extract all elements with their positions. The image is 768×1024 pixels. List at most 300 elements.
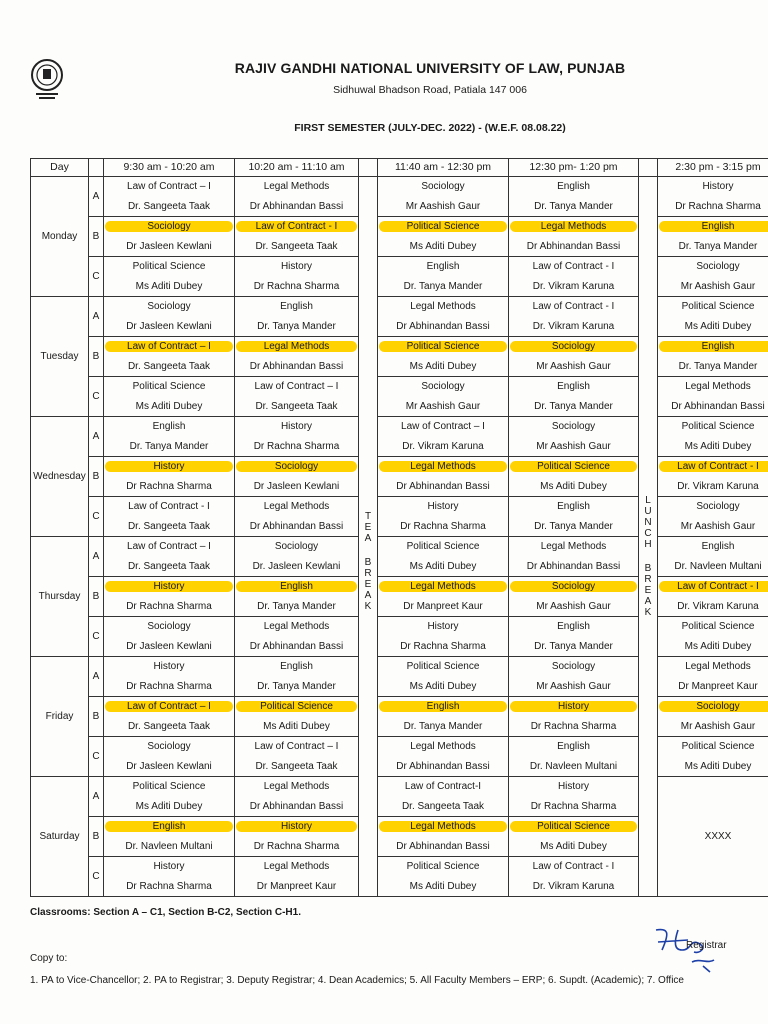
subject: Sociology — [147, 741, 191, 752]
class-cell — [104, 577, 235, 617]
subject: Law of Contract - I — [532, 261, 615, 272]
class-cell — [509, 257, 639, 297]
lunch-break-letter: U — [644, 505, 652, 517]
subject: Sociology — [105, 221, 233, 232]
class-cell — [658, 577, 768, 617]
class-cell — [658, 697, 768, 737]
tea-break-letter: B — [364, 557, 372, 569]
subject: Sociology — [236, 461, 357, 472]
subject: Political Science — [681, 421, 755, 432]
class-cell — [378, 617, 509, 657]
subject: Legal Methods — [410, 741, 476, 752]
tea-break-letter: K — [364, 601, 372, 613]
lunch-break-letter: R — [644, 574, 652, 586]
tea-break-header — [359, 159, 378, 177]
class-cell — [509, 337, 639, 377]
subject: Legal Methods — [379, 461, 507, 472]
class-cell — [378, 537, 509, 577]
teacher: Dr Rachna Sharma — [253, 441, 340, 452]
lunch-break-letter: C — [644, 527, 652, 539]
subject: Political Science — [379, 341, 507, 352]
teacher: Ms Aditi Dubey — [409, 561, 477, 572]
class-cell — [658, 377, 768, 417]
class-cell — [658, 617, 768, 657]
slot-header: 2:30 pm - 3:15 pm — [658, 159, 768, 177]
lunch-break-column — [639, 177, 658, 897]
teacher: Dr Rachna Sharma — [126, 601, 212, 612]
table-row — [31, 177, 768, 217]
tea-break-letter: A — [364, 590, 372, 602]
subject: History — [280, 421, 313, 432]
teacher: Dr. Tanya Mander — [534, 641, 613, 652]
class-cell — [104, 337, 235, 377]
class-cell — [104, 217, 235, 257]
teacher: Mr Aashish Gaur — [680, 721, 756, 732]
subject: Legal Methods — [236, 341, 357, 352]
teacher: Dr. Tanya Mander — [678, 241, 758, 252]
teacher: Dr. Vikram Karuna — [402, 441, 484, 452]
class-cell — [235, 337, 359, 377]
class-cell — [509, 777, 639, 817]
section-label: C — [89, 257, 104, 297]
table-row — [31, 777, 768, 817]
subject: Legal Methods — [379, 581, 507, 592]
class-cell — [104, 497, 235, 537]
subject: Legal Methods — [410, 301, 476, 312]
class-cell — [104, 537, 235, 577]
class-cell — [378, 817, 509, 857]
section-label: A — [89, 177, 104, 217]
tea-break-letter — [359, 544, 377, 558]
teacher: Dr Abhinandan Bassi — [396, 481, 490, 492]
lunch-break-letter: B — [644, 563, 652, 575]
teacher: Dr Abhinandan Bassi — [249, 521, 344, 532]
teacher: Dr. Sangeeta Taak — [127, 361, 211, 372]
class-cell — [104, 857, 235, 897]
subject: Law of Contract - I — [236, 221, 357, 232]
class-cell — [235, 697, 359, 737]
teacher: Ms Aditi Dubey — [409, 361, 477, 372]
tea-break-column — [359, 177, 378, 897]
teacher: Dr Abhinandan Bassi — [396, 841, 490, 852]
teacher: Dr. Navleen Multani — [674, 561, 762, 572]
teacher: Dr Abhinandan Bassi — [671, 401, 765, 412]
teacher: Ms Aditi Dubey — [409, 881, 477, 892]
subject: History — [153, 661, 185, 672]
section-label: B — [89, 577, 104, 617]
teacher: Ms Aditi Dubey — [135, 801, 203, 812]
teacher: Ms Aditi Dubey — [684, 761, 752, 772]
class-cell — [509, 617, 639, 657]
class-cell — [104, 417, 235, 457]
day-label: Friday — [31, 657, 89, 777]
subject: Legal Methods — [263, 781, 330, 792]
subject: History — [702, 181, 734, 192]
day-label: Thursday — [31, 537, 89, 657]
subject: History — [105, 461, 233, 472]
subject: Law of Contract – I — [105, 341, 233, 352]
class-cell — [509, 537, 639, 577]
subject: Law of Contract - I — [659, 581, 768, 592]
subject: Political Science — [406, 661, 480, 672]
slot-header: 12:30 pm- 1:20 pm — [509, 159, 639, 177]
table-row — [31, 657, 768, 697]
class-cell — [235, 177, 359, 217]
table-row — [31, 417, 768, 457]
tea-break-letter: E — [364, 579, 372, 591]
section-label: A — [89, 777, 104, 817]
university-title: RAJIV GANDHI NATIONAL UNIVERSITY OF LAW, PUNJAB — [234, 60, 626, 76]
teacher: Dr. Tanya Mander — [534, 201, 613, 212]
teacher: Dr. Tanya Mander — [129, 441, 209, 452]
teacher: Dr. Vikram Karuna — [677, 601, 759, 612]
subject: English — [557, 181, 590, 192]
subject: English — [659, 341, 768, 352]
class-cell — [509, 417, 639, 457]
teacher: Dr. Tanya Mander — [678, 361, 758, 372]
table-row — [31, 577, 768, 617]
teacher: Dr. Vikram Karuna — [677, 481, 759, 492]
subject: Sociology — [274, 541, 319, 552]
class-cell — [509, 737, 639, 777]
subject: Legal Methods — [263, 861, 330, 872]
subject: Political Science — [132, 261, 206, 272]
subject: Political Science — [406, 861, 480, 872]
teacher: Ms Aditi Dubey — [409, 681, 477, 692]
subject: Legal Methods — [379, 821, 507, 832]
teacher: Dr. Sangeeta Taak — [255, 401, 338, 412]
lunch-break-letter: K — [644, 607, 652, 619]
subject: Law of Contract - I — [532, 861, 615, 872]
semester-title: FIRST SEMESTER (JULY-DEC. 2022) - (W.E.F. 08.08.22) — [294, 122, 566, 134]
lunch-break-letter: E — [644, 585, 652, 597]
teacher: Dr. Tanya Mander — [257, 601, 336, 612]
teacher: Dr Rachna Sharma — [126, 881, 212, 892]
class-cell — [104, 777, 235, 817]
tea-break-letter: R — [364, 568, 372, 580]
university-seal-logo — [30, 58, 64, 102]
class-cell — [658, 537, 768, 577]
teacher: Ms Aditi Dubey — [263, 721, 330, 732]
section-label: C — [89, 497, 104, 537]
teacher: Dr. Sangeeta Taak — [401, 801, 485, 812]
table-row — [31, 737, 768, 777]
day-label: Tuesday — [31, 297, 89, 417]
class-cell — [658, 217, 768, 257]
teacher: Ms Aditi Dubey — [135, 281, 203, 292]
table-row — [31, 217, 768, 257]
subject: Political Science — [681, 301, 755, 312]
teacher: Dr. Tanya Mander — [257, 321, 336, 332]
subject: Political Science — [510, 821, 637, 832]
tea-break-letter: T — [364, 510, 372, 522]
teacher: Ms Aditi Dubey — [684, 321, 752, 332]
subject: English — [426, 261, 460, 272]
subject: Sociology — [147, 621, 191, 632]
teacher: Dr. Tanya Mander — [257, 681, 336, 692]
subject: History — [153, 861, 185, 872]
subject: Legal Methods — [540, 541, 607, 552]
subject: Sociology — [696, 501, 740, 512]
subject: Political Science — [132, 381, 206, 392]
lunch-break-header — [639, 159, 658, 177]
class-cell — [509, 457, 639, 497]
teacher: Dr. Tanya Mander — [534, 401, 613, 412]
class-cell — [658, 657, 768, 697]
registrar-label: Registrar — [686, 940, 727, 951]
subject: Legal Methods — [685, 381, 751, 392]
day-label: Monday — [31, 177, 89, 297]
table-row — [31, 617, 768, 657]
class-cell — [235, 857, 359, 897]
subject: Sociology — [551, 421, 596, 432]
subject: Law of Contract – I — [105, 701, 233, 712]
day-label: Wednesday — [31, 417, 89, 537]
class-cell — [235, 377, 359, 417]
teacher: Dr Abhinandan Bassi — [249, 801, 344, 812]
teacher: Dr Manpreet Kaur — [403, 601, 483, 612]
subject: Political Science — [236, 701, 357, 712]
subject: English — [152, 421, 186, 432]
teacher: Dr Rachna Sharma — [253, 841, 340, 852]
class-cell — [235, 297, 359, 337]
class-cell — [509, 657, 639, 697]
teacher: Dr. Sangeeta Taak — [127, 521, 211, 532]
lunch-break-letter: N — [644, 516, 652, 528]
teacher: Mr Aashish Gaur — [405, 401, 481, 412]
subject: Political Science — [406, 541, 480, 552]
class-cell — [235, 617, 359, 657]
table-row — [31, 697, 768, 737]
class-cell — [509, 297, 639, 337]
subject: Law of Contract - I — [128, 501, 210, 512]
teacher: Dr Jasleen Kewlani — [253, 481, 340, 492]
class-cell — [235, 657, 359, 697]
lunch-break-letter: L — [645, 494, 651, 506]
teacher: Ms Aditi Dubey — [684, 441, 752, 452]
section-label: A — [89, 417, 104, 457]
class-cell — [378, 697, 509, 737]
teacher: Ms Aditi Dubey — [540, 481, 607, 492]
teacher: Dr. Sangeeta Taak — [255, 241, 338, 252]
class-cell — [509, 217, 639, 257]
subject: Political Science — [379, 221, 507, 232]
class-cell — [509, 697, 639, 737]
timetable-header-row — [31, 159, 768, 177]
class-cell — [378, 577, 509, 617]
subject: History — [105, 581, 233, 592]
section-label: A — [89, 537, 104, 577]
section-label: B — [89, 697, 104, 737]
class-cell — [235, 457, 359, 497]
teacher: Dr Rachna Sharma — [253, 281, 340, 292]
class-cell — [104, 177, 235, 217]
teacher: Dr. Tanya Mander — [403, 721, 483, 732]
subject: English — [379, 701, 507, 712]
teacher: Dr Rachna Sharma — [675, 201, 761, 212]
teacher: Dr. Vikram Karuna — [532, 281, 615, 292]
subject: History — [280, 261, 313, 272]
section-label: B — [89, 457, 104, 497]
teacher: Dr Abhinandan Bassi — [396, 761, 490, 772]
subject: Law of Contract – I — [254, 381, 339, 392]
class-cell — [658, 177, 768, 217]
teacher: Dr. Navleen Multani — [125, 841, 213, 852]
class-cell — [235, 417, 359, 457]
class-cell — [235, 217, 359, 257]
subject: English — [105, 821, 233, 832]
class-cell — [104, 817, 235, 857]
timetable — [30, 158, 768, 897]
class-cell — [509, 177, 639, 217]
class-cell — [658, 737, 768, 777]
copy-to-list: 1. PA to Vice-Chancellor; 2. PA to Registrar; 3. Deputy Registrar; 4. Dean Academics; 5. All Faculty Members – ERP; 6. Supdt. (Academic); 7. Office — [30, 975, 684, 986]
class-cell — [658, 257, 768, 297]
subject: English — [659, 221, 768, 232]
subject: English — [280, 301, 313, 312]
table-row — [31, 337, 768, 377]
subject: English — [280, 661, 313, 672]
class-cell — [235, 257, 359, 297]
class-cell — [658, 417, 768, 457]
teacher: Dr Abhinandan Bassi — [249, 201, 344, 212]
section-label: B — [89, 337, 104, 377]
subject: Law of Contract - I — [532, 301, 615, 312]
class-cell — [509, 377, 639, 417]
subject: English — [236, 581, 357, 592]
slot-header: 11:40 am - 12:30 pm — [378, 159, 509, 177]
class-cell — [509, 497, 639, 537]
class-cell — [658, 297, 768, 337]
section-label: C — [89, 857, 104, 897]
tea-break-letter: E — [364, 521, 372, 533]
teacher: Dr. Tanya Mander — [403, 281, 483, 292]
teacher: Dr Rachna Sharma — [400, 521, 486, 532]
teacher: Dr Jasleen Kewlani — [126, 241, 212, 252]
subject: Legal Methods — [263, 181, 330, 192]
table-row — [31, 497, 768, 537]
lunch-break-letter — [639, 550, 657, 564]
class-cell — [378, 297, 509, 337]
class-cell — [378, 497, 509, 537]
class-cell — [104, 617, 235, 657]
class-cell — [104, 377, 235, 417]
teacher: Dr. Sangeeta Taak — [255, 761, 338, 772]
teacher: Dr. Jasleen Kewlani — [252, 561, 341, 572]
subject: Sociology — [510, 341, 637, 352]
teacher: Dr. Vikram Karuna — [532, 881, 615, 892]
subject: Political Science — [510, 461, 637, 472]
subject: Sociology — [421, 181, 465, 192]
day-label: Saturday — [31, 777, 89, 897]
class-cell — [378, 217, 509, 257]
teacher: Dr Abhinandan Bassi — [526, 241, 621, 252]
class-cell — [378, 257, 509, 297]
class-cell — [658, 497, 768, 537]
teacher: Mr Aashish Gaur — [536, 601, 611, 612]
subject: English — [557, 621, 590, 632]
teacher: Dr Abhinandan Bassi — [249, 361, 344, 372]
class-cell — [104, 457, 235, 497]
teacher: Mr Aashish Gaur — [536, 441, 611, 452]
subject: Law of Contract – I — [254, 741, 339, 752]
class-cell — [509, 577, 639, 617]
teacher: Dr Jasleen Kewlani — [126, 641, 212, 652]
table-row — [31, 457, 768, 497]
teacher: Dr Rachna Sharma — [126, 681, 212, 692]
class-cell — [378, 177, 509, 217]
class-cell — [378, 777, 509, 817]
teacher: Dr Rachna Sharma — [126, 481, 212, 492]
subject: Political Science — [681, 621, 755, 632]
class-cell — [104, 257, 235, 297]
teacher: Dr Abhinandan Bassi — [526, 561, 621, 572]
classrooms-note: Classrooms: Section A – C1, Section B-C2, Section C-H1. — [30, 907, 301, 918]
table-row — [31, 297, 768, 337]
subject: Legal Methods — [685, 661, 751, 672]
class-cell — [104, 737, 235, 777]
section-header — [89, 159, 104, 177]
teacher: Mr Aashish Gaur — [536, 681, 611, 692]
table-row — [31, 537, 768, 577]
subject: Law of Contract - I — [659, 461, 768, 472]
subject: Law of Contract – I — [127, 541, 211, 552]
day-header: Day — [31, 159, 89, 177]
lunch-break-letter: A — [644, 596, 652, 608]
class-cell — [378, 377, 509, 417]
class-cell — [104, 697, 235, 737]
subject: English — [557, 381, 590, 392]
teacher: Dr. Sangeeta Taak — [127, 201, 211, 212]
table-row — [31, 257, 768, 297]
teacher: Dr Abhinandan Bassi — [249, 641, 344, 652]
teacher: Dr Manpreet Kaur — [256, 881, 337, 892]
class-cell — [378, 457, 509, 497]
copy-to-label: Copy to: — [30, 953, 68, 964]
subject: History — [427, 501, 459, 512]
teacher: Mr Aashish Gaur — [680, 521, 756, 532]
section-label: B — [89, 217, 104, 257]
subject: Law of Contract – I — [127, 181, 211, 192]
subject: Sociology — [147, 301, 191, 312]
slot-header: 10:20 am - 11:10 am — [235, 159, 359, 177]
subject: Sociology — [510, 581, 637, 592]
subject: Law of Contract – I — [401, 421, 485, 432]
tea-break-letter: A — [364, 532, 372, 544]
class-cell — [378, 857, 509, 897]
subject: Political Science — [681, 741, 755, 752]
subject: Sociology — [551, 661, 596, 672]
subject: Law of Contract-I — [404, 781, 482, 792]
subject: History — [510, 701, 637, 712]
lunch-break-letter: H — [644, 538, 652, 550]
teacher: Dr. Sangeeta Taak — [127, 721, 211, 732]
class-cell — [104, 657, 235, 697]
teacher: Dr Manpreet Kaur — [678, 681, 758, 692]
subject: History — [557, 781, 590, 792]
class-cell — [509, 817, 639, 857]
subject: Sociology — [696, 261, 740, 272]
class-cell — [509, 857, 639, 897]
teacher: Dr Abhinandan Bassi — [396, 321, 490, 332]
class-cell — [235, 497, 359, 537]
subject: Legal Methods — [263, 621, 330, 632]
class-cell — [378, 337, 509, 377]
teacher: Ms Aditi Dubey — [409, 241, 477, 252]
subject: English — [557, 501, 590, 512]
teacher: Dr Jasleen Kewlani — [126, 321, 212, 332]
teacher: Ms Aditi Dubey — [684, 641, 752, 652]
